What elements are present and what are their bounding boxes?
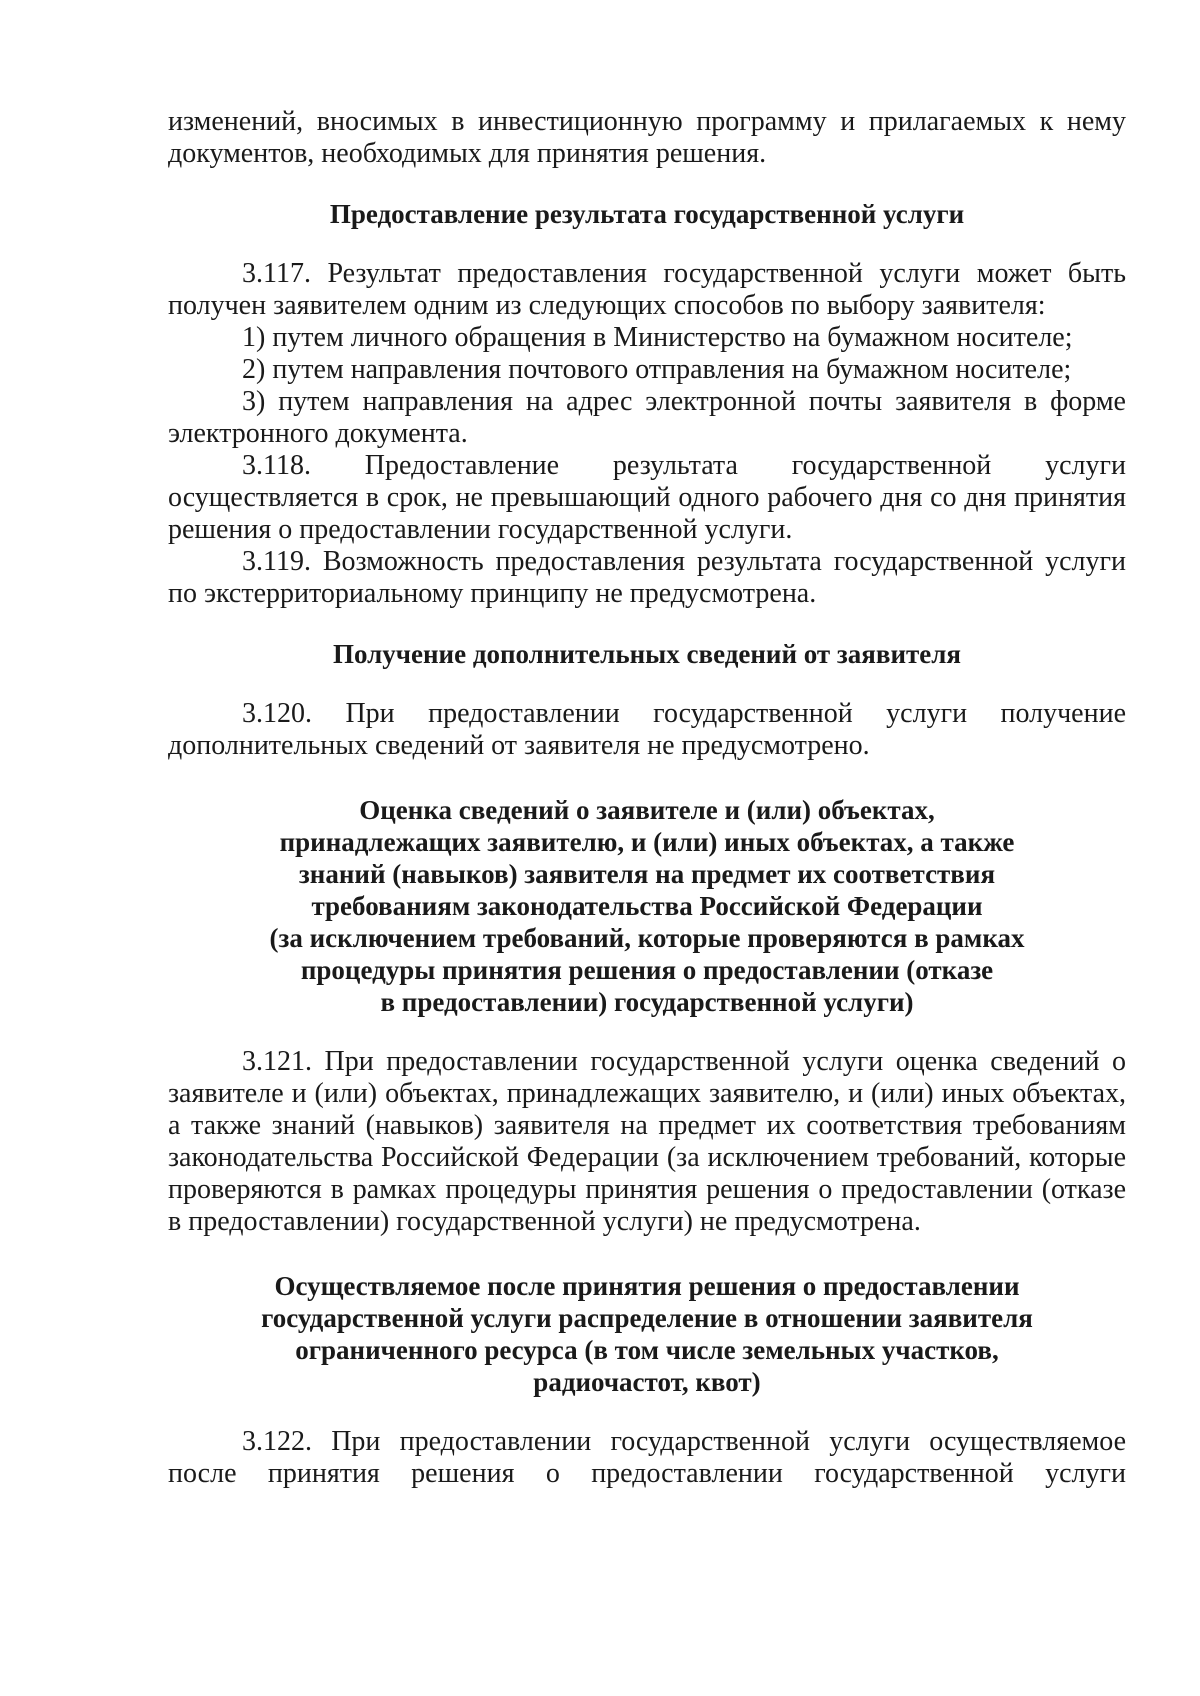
paragraph-3-119: 3.119. Возможность предоставления результата государственной услуги по экстерриториальному принципу не предусмотрена. [168, 546, 1126, 609]
heading-line: требованиям законодательства Российской Федерации [311, 891, 983, 921]
heading-line: в предоставлении) государственной услуги) [380, 987, 914, 1017]
intro-paragraph: изменений, вносимых в инвестиционную программу и прилагаемых к нему документов, необходимых для принятия решения. [168, 106, 1126, 169]
paragraph-3-122: 3.122. При предоставлении государственной услуги осуществляемое после принятия решения о предоставлении государственной услуги [168, 1426, 1126, 1489]
heading-line: государственной услуги распределение в отношении заявителя [261, 1303, 1033, 1333]
section-heading-resource-distribution [168, 1270, 1126, 1398]
heading-line: ограниченного ресурса (в том числе земельных участков, [295, 1335, 999, 1365]
heading-line: Осуществляемое после принятия решения о предоставлении [274, 1271, 1020, 1301]
paragraph-3-120: 3.120. При предоставлении государственной услуги получение дополнительных сведений от заявителя не предусмотрено. [168, 698, 1126, 761]
section-heading-assessment [168, 794, 1126, 1018]
heading-line: принадлежащих заявителю, и (или) иных объектах, а также [279, 827, 1015, 857]
heading-line: радиочастот, квот) [533, 1367, 761, 1397]
list-item: 2) путем направления почтового отправления на бумажном носителе; [242, 354, 1072, 385]
list-item: 3) путем направления на адрес электронной почты заявителя в форме электронного документа. [168, 386, 1126, 449]
heading-line: процедуры принятия решения о предоставлении (отказе [300, 955, 994, 985]
heading-line: (за исключением требований, которые проверяются в рамках [269, 923, 1025, 953]
heading-line: Оценка сведений о заявителе и (или) объектах, [359, 795, 935, 825]
paragraph-3-117: 3.117. Результат предоставления государственной услуги может быть получен заявителем одним из следующих способов по выбору заявителя: [168, 258, 1126, 321]
list-item: 1) путем личного обращения в Министерство на бумажном носителе; [242, 322, 1073, 353]
heading-line: знаний (навыков) заявителя на предмет их соответствия [298, 859, 996, 889]
section-heading-result: Предоставление результата государственной услуги [329, 199, 965, 229]
section-heading-additional-info: Получение дополнительных сведений от заявителя [332, 639, 962, 669]
paragraph-3-121: 3.121. При предоставлении государственной услуги оценка сведений о заявителе и (или) объектах, принадлежащих заявителю, и (или) иных объектах, а также знаний (навыков) заявителя на предмет их соответствия требованиям законодательства Российской Федерации (за исключением требований, которые проверяются в рамках процедуры принятия решения о предоставлении (отказе в предоставлении) государственной услуги) не предусмотрена. [168, 1046, 1126, 1237]
document-page [168, 106, 1126, 1490]
paragraph-3-118: 3.118. Предоставление результата государственной услуги осуществляется в срок, не превышающий одного рабочего дня со дня принятия решения о предоставлении государственной услуги. [168, 450, 1126, 545]
